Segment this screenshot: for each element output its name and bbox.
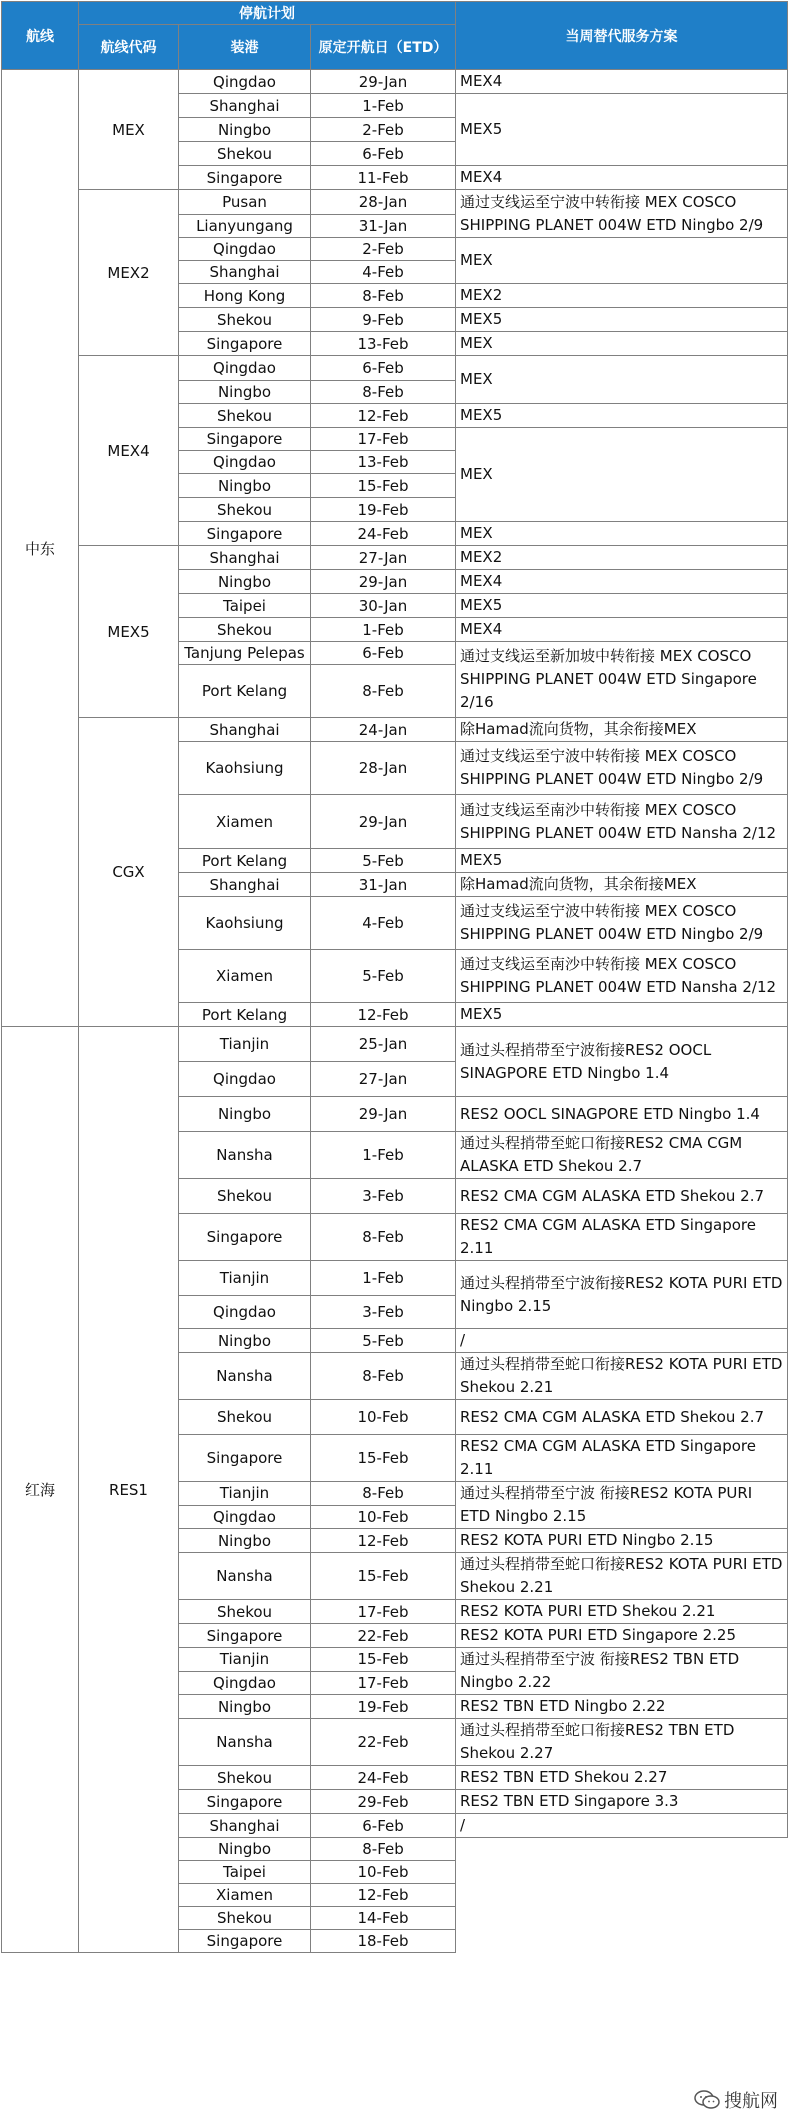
loading-port-cell: Shanghai [179,1814,311,1838]
loading-port-cell: Nansha [179,1353,311,1400]
loading-port-cell: Xiamen [179,950,311,1003]
etd-cell: 18-Feb [311,1930,456,1953]
alternative-plan-cell: MEX [456,522,788,546]
loading-port-cell: Hong Kong [179,284,311,308]
alternative-plan-cell: 通过支线运至宁波中转衔接 MEX COSCO SHIPPING PLANET 004W ETD Ningbo 2/9 [456,897,788,950]
alternative-plan-cell: RES2 CMA CGM ALASKA ETD Shekou 2.7 [456,1179,788,1214]
loading-port-cell: Nansha [179,1553,311,1600]
loading-port-cell: Singapore [179,1624,311,1648]
alternative-plan-cell: MEX5 [456,594,788,618]
alternative-plan-cell: MEX5 [456,404,788,428]
etd-cell: 2-Feb [311,118,456,142]
etd-cell: 15-Feb [311,474,456,498]
loading-port-cell: Shanghai [179,546,311,570]
etd-cell: 31-Jan [311,215,456,238]
loading-port-cell: Qingdao [179,1062,311,1097]
loading-port-cell: Shekou [179,142,311,166]
loading-port-cell: Singapore [179,1435,311,1482]
loading-port-cell: Qingdao [179,1671,311,1695]
etd-cell: 1-Feb [311,618,456,642]
table-row [2,718,788,742]
alternative-plan-cell: 通过头程捎带至蛇口衔接RES2 CMA CGM ALASKA ETD Shekou 2.7 [456,1132,788,1179]
loading-port-cell: Ningbo [179,381,311,404]
alternative-plan-cell: RES2 KOTA PURI ETD Ningbo 2.15 [456,1529,788,1553]
loading-port-cell: Shanghai [179,94,311,118]
loading-port-cell: Shekou [179,308,311,332]
etd-cell: 10-Feb [311,1505,456,1529]
loading-port-cell: Singapore [179,1214,311,1261]
alternative-plan-cell: MEX [456,428,788,522]
loading-port-cell: Tanjung Pelepas [179,642,311,665]
etd-cell: 6-Feb [311,356,456,381]
alternative-plan-cell: 通过头程捎带至蛇口衔接RES2 TBN ETD Shekou 2.27 [456,1719,788,1766]
etd-cell: 22-Feb [311,1719,456,1766]
loading-port-cell: Xiamen [179,1884,311,1907]
loading-port-cell: Ningbo [179,570,311,594]
etd-cell: 27-Jan [311,1062,456,1097]
header-alternative-plan: 当周替代服务方案 [456,2,788,70]
etd-cell: 8-Feb [311,1353,456,1400]
etd-cell: 15-Feb [311,1553,456,1600]
etd-cell: 30-Jan [311,594,456,618]
etd-cell: 6-Feb [311,142,456,166]
loading-port-cell: Ningbo [179,118,311,142]
service-suspension-table [1,1,788,1953]
alternative-plan-cell: MEX4 [456,570,788,594]
table-row [2,190,788,215]
alternative-plan-cell: RES2 KOTA PURI ETD Shekou 2.21 [456,1600,788,1624]
loading-port-cell: Kaohsiung [179,742,311,795]
route-code-cell: RES1 [79,1027,179,1953]
alternative-plan-cell: MEX2 [456,546,788,570]
route-code-cell: MEX5 [79,546,179,718]
alternative-plan-cell: 通过头程捎带至蛇口衔接RES2 KOTA PURI ETD Shekou 2.21 [456,1353,788,1400]
etd-cell: 29-Feb [311,1790,456,1814]
etd-cell: 3-Feb [311,1296,456,1329]
loading-port-cell: Lianyungang [179,215,311,238]
loading-port-cell: Ningbo [179,1529,311,1553]
etd-cell: 24-Jan [311,718,456,742]
etd-cell: 29-Jan [311,1097,456,1132]
etd-cell: 12-Feb [311,1003,456,1027]
etd-cell: 27-Jan [311,546,456,570]
alternative-plan-cell: 通过头程捎带至蛇口衔接RES2 KOTA PURI ETD Shekou 2.21 [456,1553,788,1600]
alternative-plan-cell: 通过支线运至宁波中转衔接 MEX COSCO SHIPPING PLANET 004W ETD Ningbo 2/9 [456,742,788,795]
etd-cell: 4-Feb [311,897,456,950]
header-etd: 原定开航日（ETD） [311,25,456,70]
etd-cell: 4-Feb [311,261,456,284]
loading-port-cell: Pusan [179,190,311,215]
loading-port-cell: Shekou [179,1907,311,1930]
etd-cell: 6-Feb [311,1814,456,1838]
loading-port-cell: Qingdao [179,238,311,261]
alternative-plan-cell: 通过头程捎带至宁波 衔接RES2 KOTA PURI ETD Ningbo 2.15 [456,1482,788,1529]
etd-cell: 13-Feb [311,332,456,356]
alternative-plan-cell: 通过支线运至宁波中转衔接 MEX COSCO SHIPPING PLANET 004W ETD Ningbo 2/9 [456,190,788,238]
alternative-plan-cell: MEX2 [456,284,788,308]
etd-cell: 6-Feb [311,642,456,665]
loading-port-cell: Singapore [179,166,311,190]
loading-port-cell: Port Kelang [179,665,311,718]
etd-cell: 1-Feb [311,94,456,118]
loading-port-cell: Shanghai [179,718,311,742]
watermark [694,2087,778,2113]
loading-port-cell: Port Kelang [179,849,311,873]
header-suspension-plan: 停航计划 [79,2,456,25]
etd-cell: 15-Feb [311,1435,456,1482]
etd-cell: 31-Jan [311,873,456,897]
etd-cell: 12-Feb [311,1529,456,1553]
etd-cell: 10-Feb [311,1400,456,1435]
etd-cell: 12-Feb [311,404,456,428]
wechat-icon [694,2090,720,2110]
loading-port-cell: Ningbo [179,1329,311,1353]
etd-cell: 22-Feb [311,1624,456,1648]
loading-port-cell: Ningbo [179,1097,311,1132]
loading-port-cell: Singapore [179,332,311,356]
route-code-cell: MEX4 [79,356,179,546]
loading-port-cell: Tianjin [179,1261,311,1296]
loading-port-cell: Qingdao [179,451,311,474]
route-code-cell: CGX [79,718,179,1027]
etd-cell: 8-Feb [311,1214,456,1261]
loading-port-cell: Shekou [179,404,311,428]
etd-cell: 24-Feb [311,522,456,546]
etd-cell: 17-Feb [311,1600,456,1624]
etd-cell: 14-Feb [311,1907,456,1930]
alternative-plan-cell: RES2 TBN ETD Shekou 2.27 [456,1766,788,1790]
loading-port-cell: Ningbo [179,1695,311,1719]
table-body [2,70,788,1953]
alternative-plan-cell: RES2 TBN ETD Singapore 3.3 [456,1790,788,1814]
loading-port-cell: Tianjin [179,1027,311,1062]
etd-cell: 8-Feb [311,381,456,404]
loading-port-cell: Shekou [179,1400,311,1435]
etd-cell: 28-Jan [311,742,456,795]
loading-port-cell: Port Kelang [179,1003,311,1027]
etd-cell: 1-Feb [311,1132,456,1179]
route-cell: 中东 [2,70,79,1027]
loading-port-cell: Shanghai [179,261,311,284]
etd-cell: 8-Feb [311,284,456,308]
etd-cell: 3-Feb [311,1179,456,1214]
alternative-plan-cell: MEX4 [456,70,788,94]
loading-port-cell: Shekou [179,1600,311,1624]
alternative-plan-cell: / [456,1329,788,1353]
loading-port-cell: Nansha [179,1132,311,1179]
alternative-plan-cell: MEX5 [456,849,788,873]
etd-cell: 29-Jan [311,570,456,594]
alternative-plan-cell: / [456,1814,788,1838]
etd-cell: 25-Jan [311,1027,456,1062]
table-row [2,356,788,381]
loading-port-cell: Singapore [179,428,311,451]
table-row [2,70,788,94]
etd-cell: 12-Feb [311,1884,456,1907]
loading-port-cell: Singapore [179,1930,311,1953]
etd-cell: 17-Feb [311,1671,456,1695]
alternative-plan-cell: RES2 TBN ETD Ningbo 2.22 [456,1695,788,1719]
loading-port-cell: Qingdao [179,1296,311,1329]
etd-cell: 13-Feb [311,451,456,474]
etd-cell: 28-Jan [311,190,456,215]
etd-cell: 8-Feb [311,1838,456,1861]
alternative-plan-cell: 通过头程捎带至宁波衔接RES2 OOCL SINAGPORE ETD Ningbo 1.4 [456,1027,788,1097]
etd-cell: 2-Feb [311,238,456,261]
etd-cell: 5-Feb [311,1329,456,1353]
loading-port-cell: Shekou [179,498,311,522]
table-row [2,1027,788,1062]
etd-cell: 11-Feb [311,166,456,190]
etd-cell: 5-Feb [311,849,456,873]
alternative-plan-cell: MEX [456,356,788,404]
table-row [2,546,788,570]
etd-cell: 9-Feb [311,308,456,332]
alternative-plan-cell: 除Hamad流向货物，其余衔接MEX [456,873,788,897]
alternative-plan-cell: MEX5 [456,308,788,332]
etd-cell: 1-Feb [311,1261,456,1296]
alternative-plan-cell: 通过头程捎带至宁波 衔接RES2 TBN ETD Ningbo 2.22 [456,1648,788,1695]
alternative-plan-cell: RES2 OOCL SINAGPORE ETD Ningbo 1.4 [456,1097,788,1132]
alternative-plan-cell: MEX5 [456,1003,788,1027]
alternative-plan-cell: MEX [456,238,788,284]
etd-cell: 15-Feb [311,1648,456,1672]
header-route: 航线 [2,2,79,70]
loading-port-cell: Nansha [179,1719,311,1766]
etd-cell: 17-Feb [311,428,456,451]
watermark-text: 搜航网 [724,2091,778,2112]
loading-port-cell: Qingdao [179,1505,311,1529]
loading-port-cell: Taipei [179,594,311,618]
loading-port-cell: Shekou [179,618,311,642]
alternative-plan-cell: 通过支线运至南沙中转衔接 MEX COSCO SHIPPING PLANET 004W ETD Nansha 2/12 [456,950,788,1003]
etd-cell: 5-Feb [311,950,456,1003]
etd-cell: 29-Jan [311,70,456,94]
loading-port-cell: Singapore [179,522,311,546]
alternative-plan-cell: MEX [456,332,788,356]
loading-port-cell: Qingdao [179,70,311,94]
loading-port-cell: Singapore [179,1790,311,1814]
alternative-plan-cell: RES2 KOTA PURI ETD Singapore 2.25 [456,1624,788,1648]
loading-port-cell: Tianjin [179,1482,311,1506]
alternative-plan-cell: RES2 CMA CGM ALASKA ETD Shekou 2.7 [456,1400,788,1435]
header-loading-port: 装港 [179,25,311,70]
header-route-code: 航线代码 [79,25,179,70]
alternative-plan-cell: 通过支线运至新加坡中转衔接 MEX COSCO SHIPPING PLANET 004W ETD Singapore 2/16 [456,642,788,718]
loading-port-cell: Shekou [179,1766,311,1790]
etd-cell: 29-Jan [311,795,456,849]
loading-port-cell: Shanghai [179,873,311,897]
loading-port-cell: Taipei [179,1861,311,1884]
etd-cell: 8-Feb [311,665,456,718]
loading-port-cell: Ningbo [179,474,311,498]
loading-port-cell: Xiamen [179,795,311,849]
etd-cell: 10-Feb [311,1861,456,1884]
etd-cell: 24-Feb [311,1766,456,1790]
loading-port-cell: Shekou [179,1179,311,1214]
etd-cell: 8-Feb [311,1482,456,1506]
alternative-plan-cell: MEX4 [456,618,788,642]
loading-port-cell: Kaohsiung [179,897,311,950]
alternative-plan-cell: RES2 CMA CGM ALASKA ETD Singapore 2.11 [456,1214,788,1261]
route-code-cell: MEX2 [79,190,179,356]
alternative-plan-cell: 除Hamad流向货物，其余衔接MEX [456,718,788,742]
alternative-plan-cell: MEX5 [456,94,788,166]
etd-cell: 19-Feb [311,1695,456,1719]
loading-port-cell: Qingdao [179,356,311,381]
route-cell: 红海 [2,1027,79,1953]
alternative-plan-cell: 通过头程捎带至宁波衔接RES2 KOTA PURI ETD Ningbo 2.15 [456,1261,788,1329]
loading-port-cell: Ningbo [179,1838,311,1861]
etd-cell: 19-Feb [311,498,456,522]
alternative-plan-cell: MEX4 [456,166,788,190]
alternative-plan-cell: 通过支线运至南沙中转衔接 MEX COSCO SHIPPING PLANET 004W ETD Nansha 2/12 [456,795,788,849]
alternative-plan-cell: RES2 CMA CGM ALASKA ETD Singapore 2.11 [456,1435,788,1482]
loading-port-cell: Tianjin [179,1648,311,1672]
route-code-cell: MEX [79,70,179,190]
